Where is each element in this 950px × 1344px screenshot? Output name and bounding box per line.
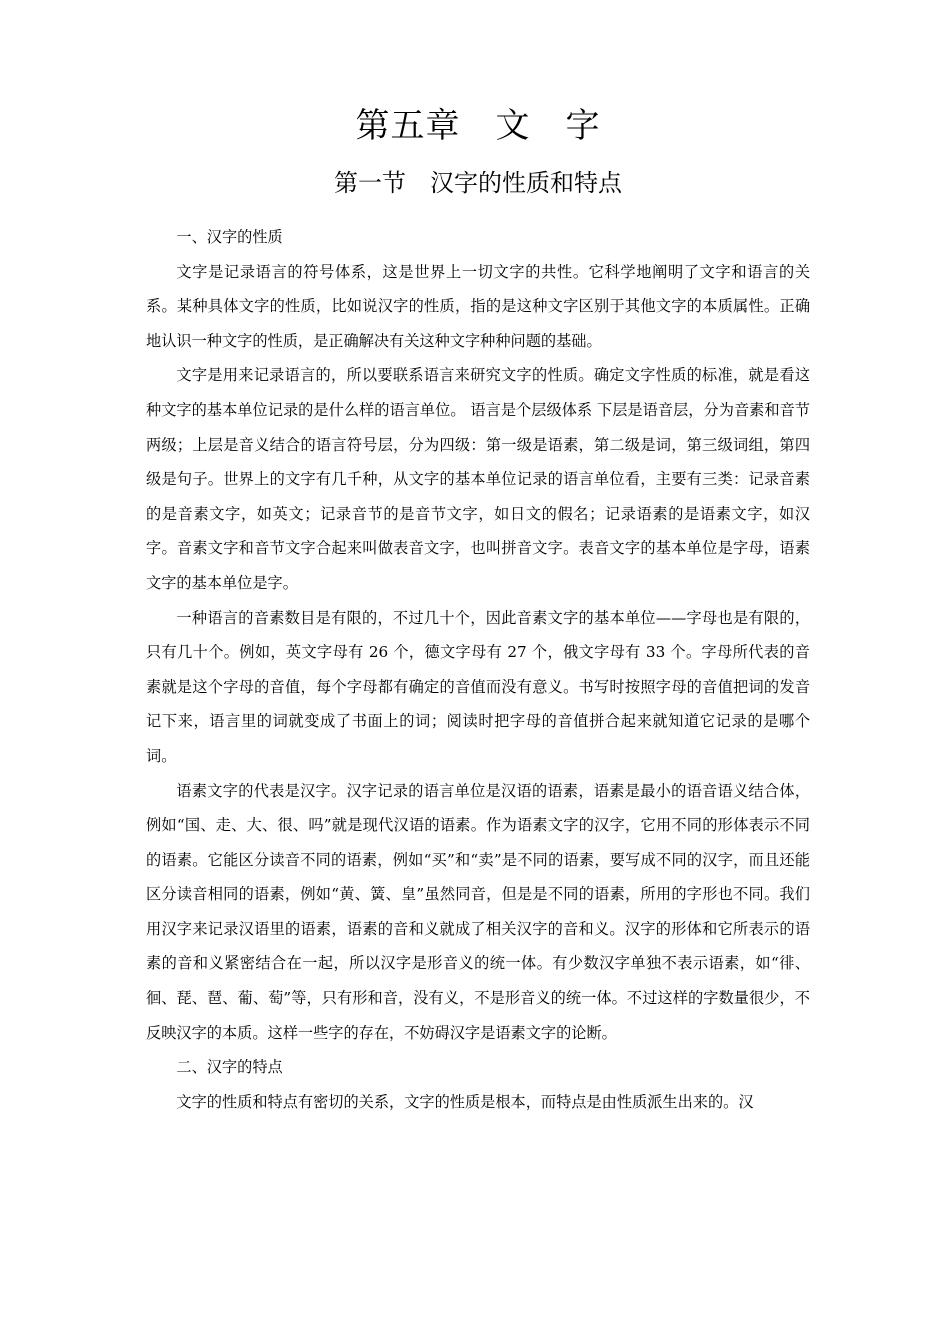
paragraph: 一种语言的音素数目是有限的，不过几十个，因此音素文字的基本单位——字母也是有限的，只有几十个。例如，英文字母有 26 个，德文字母有 27 个，俄文字母有 33 个。字母所代表的音素就是这个字母的音值，每个字母都有确定的音值而没有意义。书写时按照字母的音值把词的发音记下来，语言里的词就变成了书面上的词；阅读时把字母的音值拼合起来就知道它记录的是哪个词。: [146, 608, 810, 765]
paragraph: 语素文字的代表是汉字。汉字记录的语言单位是汉语的语素，语素是最小的语音语义结合体，例如“国、走、大、很、吗”就是现代汉语的语素。作为语素文字的汉字，它用不同的形体表示不同的语素。它能区分读音不同的语素，例如“买”和“卖”是不同的语素，要写成不同的汉字，而且还能区分读音相同的语素，例如“黄、簧、皇”虽然同音，但是是不同的语素，所用的字形也不同。我们用汉字来记录汉语里的语素，语素的音和义就成了相关汉字的音和义。汉字的形体和它所表示的语素的音和义紧密结合在一起，所以汉字是形音义的统一体。有少数汉字单独不表示语素，如“徘、徊、琵、琶、葡、萄”等，只有形和音，没有义，不是形音义的统一体。不过这样的字数量很少，不反映汉字的本质。这样一些字的存在，不妨碍汉字是语素文字的论断。: [146, 781, 810, 1042]
chapter-title: 第五章 文 字: [355, 106, 601, 146]
document-body: [146, 220, 810, 1119]
section-title: 第一节 汉字的性质和特点: [334, 169, 622, 197]
subsection-heading: 二、汉字的特点: [176, 1058, 283, 1077]
paragraph: 文字是用来记录语言的，所以要联系语言来研究文字的性质。确定文字性质的标准，就是看这种文字的基本单位记录的是什么样的语言单位。 语言是个层级体系 下层是语音层，分为音素和音节两级；上层是音义结合的语言符号层，分为四级：第一级是语素，第二级是词，第三级词组，第四级是句子。世界上的文字有几千种，从文字的基本单位记录的语言单位看，主要有三类：记录音素的是音素文字，如英文；记录音节的是音节文字，如日文的假名；记录语素的是语素文字，如汉字。音素文字和音节文字合起来叫做表音文字，也叫拼音文字。表音文字的基本单位是字母，语素文字的基本单位是字。: [146, 366, 810, 592]
document-page: [146, 0, 810, 1344]
paragraph: 文字的性质和特点有密切的关系，文字的性质是根本，而特点是由性质派生出来的。汉: [176, 1092, 754, 1111]
paragraph: 文字是记录语言的符号体系，这是世界上一切文字的共性。它科学地阐明了文字和语言的关系。某种具体文字的性质，比如说汉字的性质，指的是这种文字区别于其他文字的本质属性。正确地认识一种文字的性质，是正确解决有关这种文字种种问题的基础。: [146, 262, 810, 350]
subsection-heading: 一、汉字的性质: [176, 228, 283, 246]
